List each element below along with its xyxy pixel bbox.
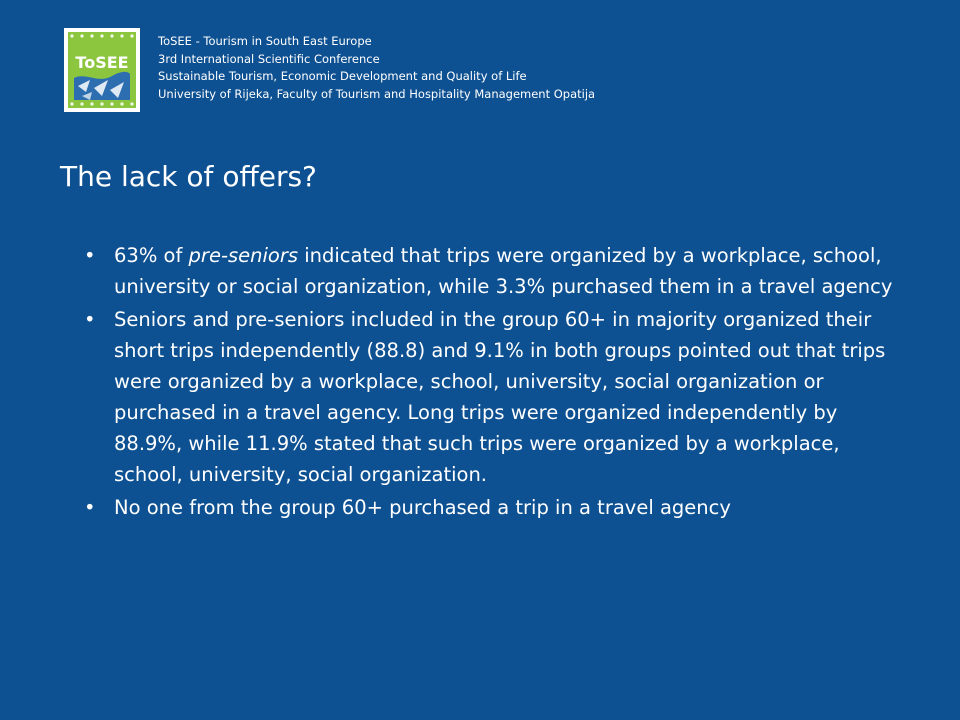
bullet-symbol: • bbox=[84, 244, 96, 267]
conference-header bbox=[158, 33, 718, 103]
bullet-1-text-before: 63% of bbox=[114, 244, 189, 267]
header-line-1: ToSEE - Tourism in South East Europe bbox=[158, 34, 372, 48]
bullet-1-emphasis: pre-seniors bbox=[188, 244, 299, 267]
bullet-item-1 bbox=[76, 240, 906, 302]
bullet-item-3 bbox=[76, 492, 906, 523]
bullet-symbol: • bbox=[84, 496, 96, 519]
bullet-list bbox=[76, 240, 906, 525]
slide-title: The lack of offers? bbox=[60, 160, 317, 193]
bullet-symbol: • bbox=[84, 308, 96, 331]
tosee-logo bbox=[64, 28, 140, 112]
bullet-2-text: Seniors and pre-seniors included in the group 60+ in majority organized their short trips independently (88.8) and 9.1% in both groups pointed out that trips were organized by a workplace, school, university, social organization or purchased in a travel agency. Long trips were organized independently by 88.9%, while 11.9% stated that such trips were organized by a workplace, school, university, social organization. bbox=[114, 308, 886, 486]
header-line-2: 3rd International Scientific Conference bbox=[158, 51, 380, 66]
bullet-3-text: No one from the group 60+ purchased a trip in a travel agency bbox=[114, 496, 731, 519]
tosee-logo-graphic bbox=[68, 32, 136, 108]
header-line-3: Sustainable Tourism, Economic Development and Quality of Life bbox=[158, 69, 527, 83]
logo-text: ToSEE bbox=[75, 53, 129, 72]
header-line-4: University of Rijeka, Faculty of Tourism and Hospitality Management Opatija bbox=[158, 86, 596, 101]
bullet-1-text-after: indicated that trips were organized by a workplace, school, university or social organization, while 3.3% purchased them in a travel agency bbox=[114, 244, 893, 298]
bullet-item-2 bbox=[76, 304, 906, 490]
